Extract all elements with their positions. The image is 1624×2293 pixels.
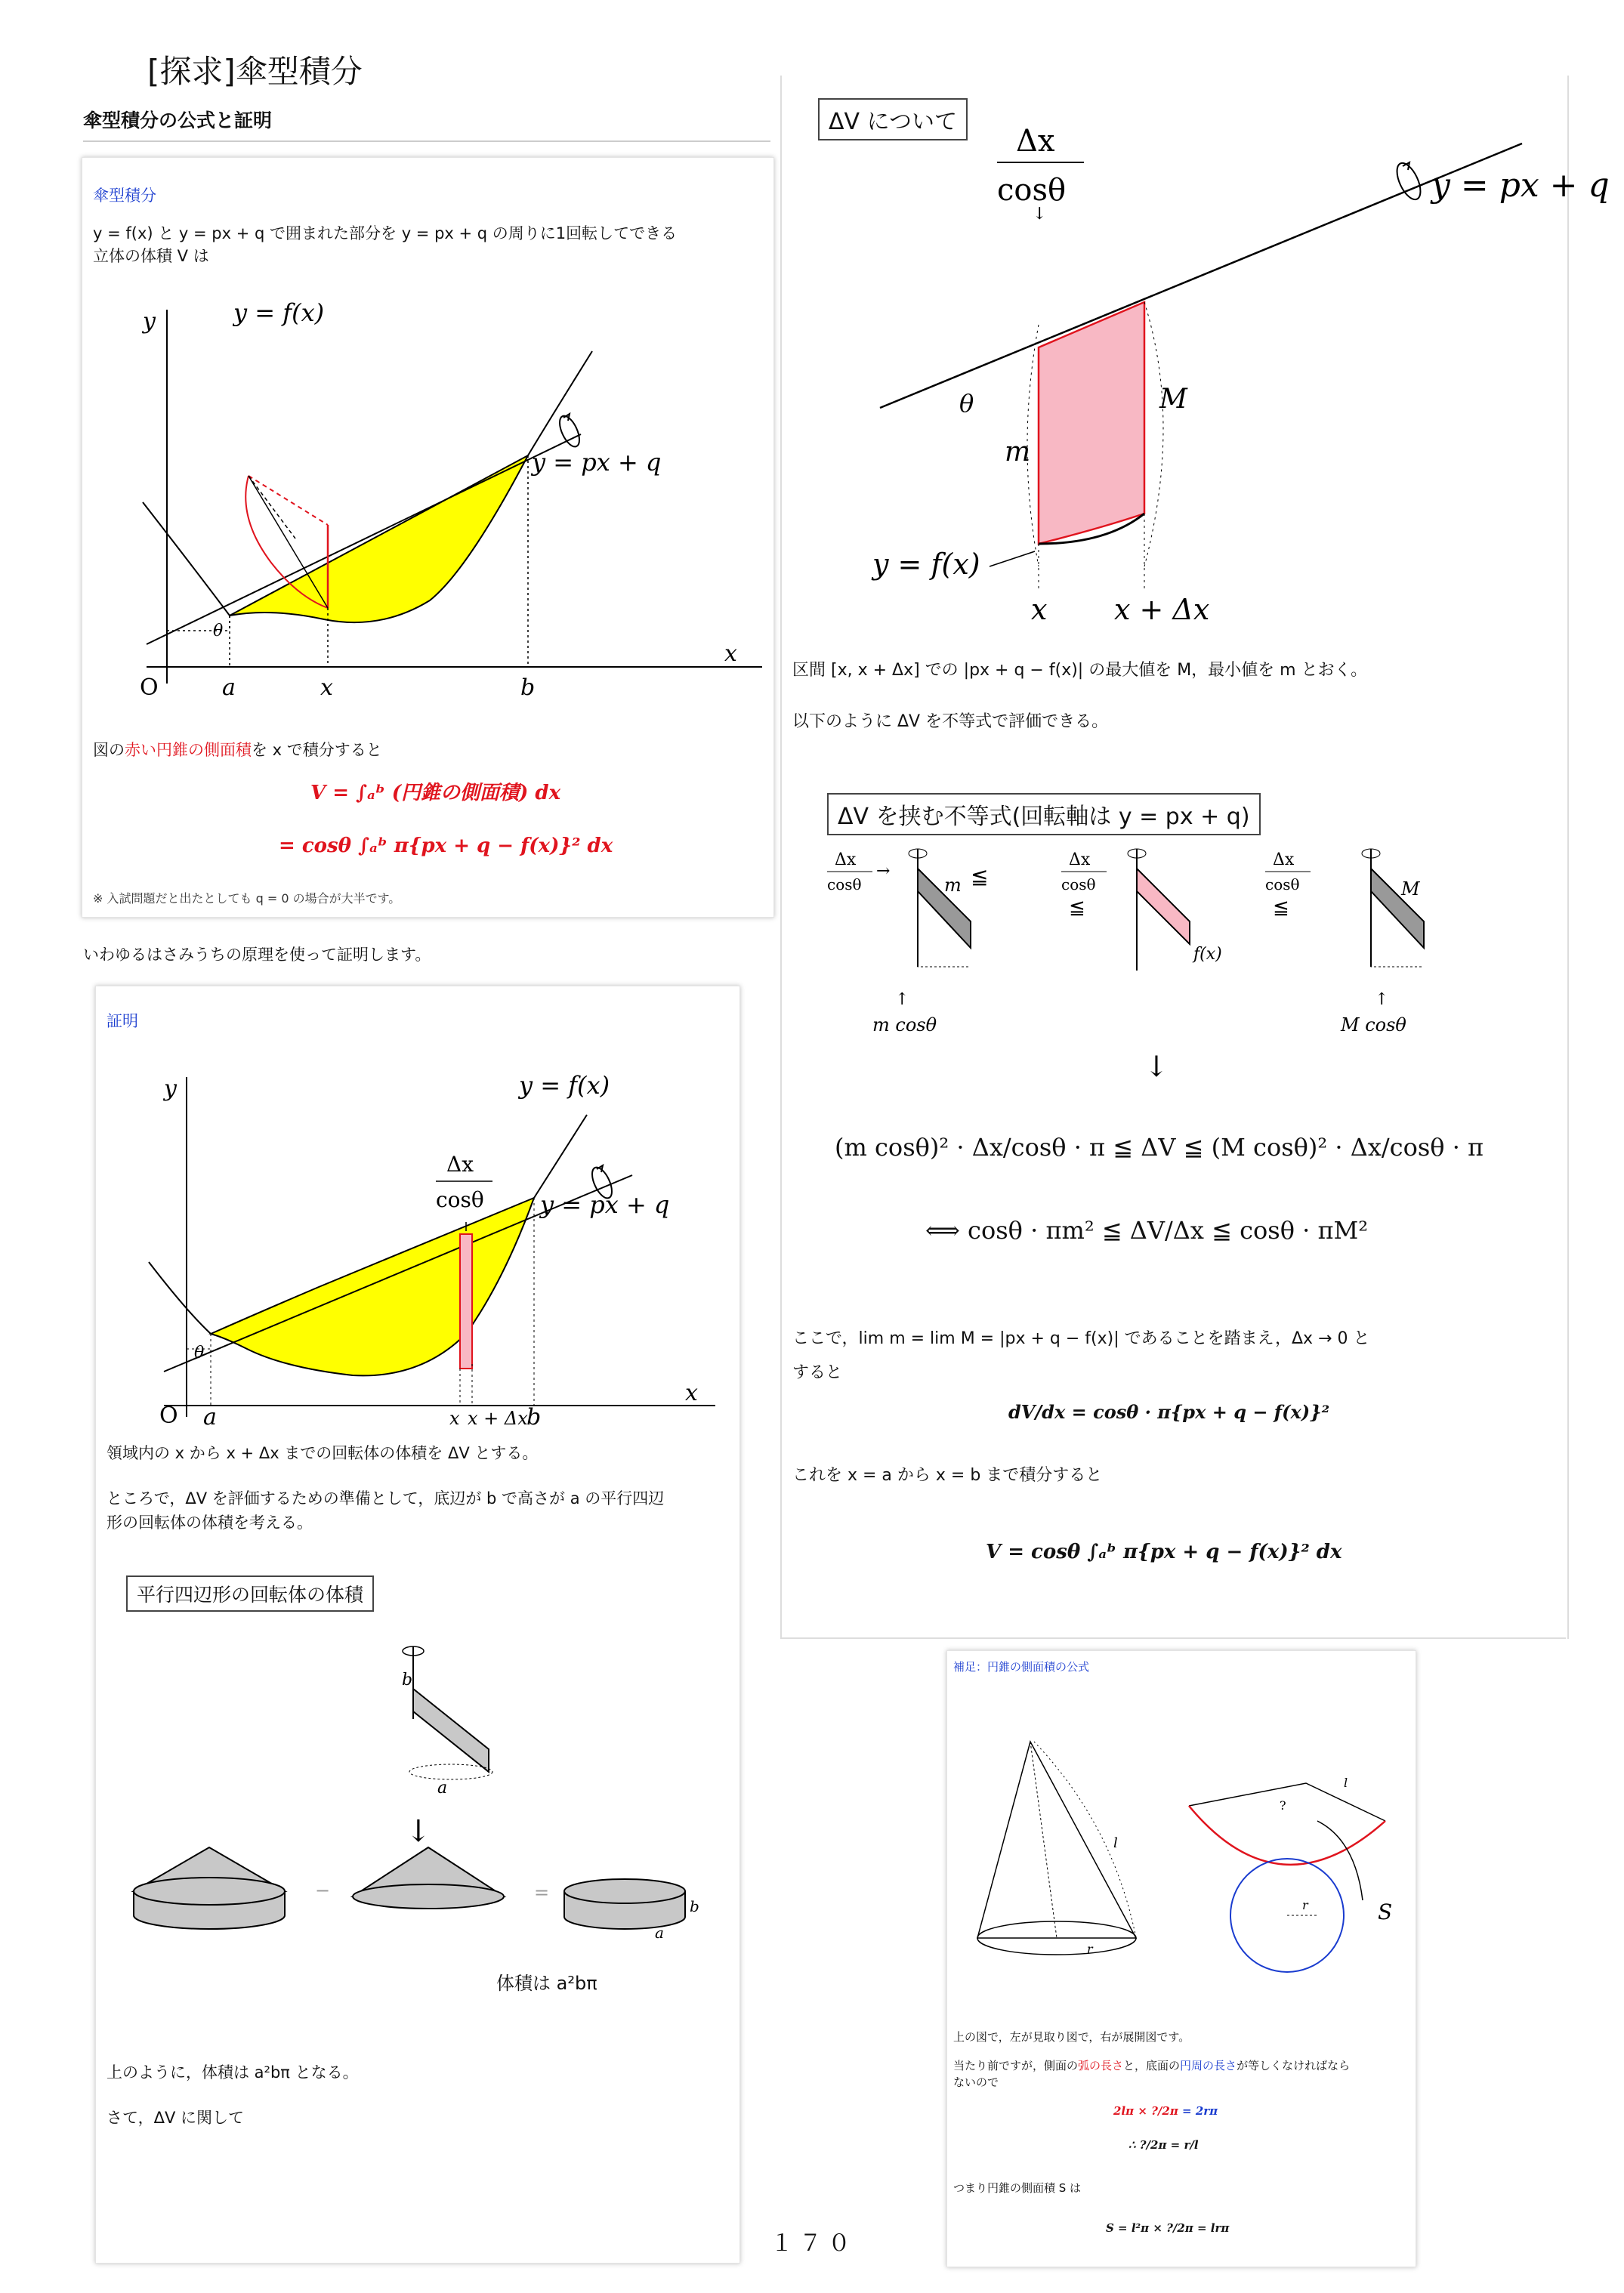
card-label: 傘型積分 (93, 187, 156, 205)
curve-left (143, 502, 230, 616)
svg-text:=: = (534, 1882, 550, 1903)
curve-right (528, 351, 592, 455)
formula-card (82, 157, 774, 918)
svg-text:cosθ: cosθ (1061, 875, 1096, 893)
svg-text:m: m (1005, 437, 1031, 468)
ineq-2: ⟺ cosθ · πm² ≦ ΔV/Δx ≦ cosθ · πM² (925, 1216, 1369, 1245)
section-heading: 傘型積分の公式と証明 (83, 110, 273, 131)
supp-f2: ∴ ?/2π = r/l (1128, 2138, 1199, 2152)
svg-text:x: x (685, 1380, 698, 1406)
card-desc-2: 立体の体積 V は (93, 247, 209, 265)
svg-text:y = f(x): y = f(x) (519, 1071, 610, 1100)
svg-text:Δx: Δx (1016, 124, 1055, 159)
svg-text:a: a (203, 1404, 217, 1430)
volume-label: 体積は a²bπ (496, 1973, 597, 1994)
fig1-theta: θ (213, 622, 224, 640)
supplement-card (946, 1650, 1416, 2267)
svg-text:b: b (690, 1897, 699, 1915)
fig1-curve: y = f(x) (233, 298, 325, 327)
svg-text:x + Δx: x + Δx (468, 1408, 528, 1429)
proof-p3: 上のように，体積は a²bπ となる。 (107, 2063, 359, 2082)
dv-t1: 区間 [x, x + Δx] での |px + q − f(x)| の最大値を M，最小値を m とおく。 (792, 661, 1368, 680)
svg-text:y = px + q: y = px + q (540, 1190, 670, 1219)
proof-p1: 領域内の x から x + Δx までの回転体の体積を ΔV とする。 (107, 1444, 539, 1462)
svg-text:cosθ: cosθ (436, 1187, 484, 1212)
svg-text:l: l (1113, 1835, 1118, 1851)
svg-text:θ: θ (194, 1344, 205, 1363)
supp-f1: 2lπ × ?/2π = 2rπ (1113, 2104, 1218, 2118)
svg-text:≦: ≦ (1069, 897, 1085, 919)
page-title: [探求]傘型積分 (147, 53, 363, 90)
formula-2: = cosθ ∫ₐᵇ π{px + q − f(x)}² dx (279, 835, 613, 857)
supp-f3: S = l²π × ?/2π = lrπ (1106, 2221, 1230, 2235)
parallelogram-box: 平行四辺形の回転体の体積 (126, 1575, 374, 1612)
svg-text:x + Δx: x + Δx (1114, 593, 1210, 626)
svg-text:y = px + q: y = px + q (1431, 166, 1610, 205)
svg-text:r: r (1087, 1942, 1093, 1956)
svg-text:M: M (1159, 384, 1187, 415)
dv-t3a: ここで，lim m = lim M = |px + q − f(x)| であることを踏まえ，Δx → 0 と (792, 1329, 1370, 1348)
final-formula: V = cosθ ∫ₐᵇ π{px + q − f(x)}² dx (986, 1541, 1342, 1563)
cone-figure (962, 1689, 1408, 2006)
dv-t3b: すると (792, 1363, 843, 1382)
yellow-region (230, 455, 528, 622)
svg-text:Δx: Δx (446, 1152, 474, 1177)
slice-figure (111, 1062, 738, 1430)
svg-text:cosθ: cosθ (827, 875, 862, 893)
fig1-y: y (143, 308, 156, 335)
svg-text:−: − (315, 1880, 331, 1901)
supp-t2b: ないので (953, 2075, 999, 2089)
dv-t2: 以下のように ΔV を不等式で評価できる。 (792, 712, 1109, 731)
dv-figure (857, 121, 1610, 665)
svg-text:?: ? (1280, 1798, 1286, 1813)
ineq-box: ΔV を挟む不等式(回転軸は y = px + q) (827, 793, 1261, 835)
svg-text:↓: ↓ (1144, 1050, 1169, 1083)
supp-t3: つまり円錐の側面積 S は (953, 2181, 1082, 2195)
svg-text:cosθ: cosθ (997, 173, 1067, 208)
heading-rule (83, 140, 770, 142)
svg-text:m: m (944, 875, 962, 896)
svg-text:cosθ: cosθ (1265, 875, 1300, 893)
svg-text:r: r (1302, 1898, 1308, 1912)
svg-text:↑: ↑ (1375, 990, 1389, 1009)
svg-text:x: x (449, 1408, 460, 1429)
svg-text:↑: ↑ (895, 990, 909, 1009)
dv-t4: これを x = a から x = b まで積分すると (792, 1466, 1103, 1485)
proof-intro: いわゆるはさみうちの原理を使って証明します。 (83, 946, 431, 964)
ineq-left (827, 849, 971, 1035)
svg-text:a: a (655, 1924, 664, 1942)
proof-p2a: ところで，ΔV を評価するための準備として，底辺が b で高さが a の平行四辺 (107, 1489, 665, 1508)
svg-text:Δx: Δx (1069, 850, 1091, 869)
svg-text:y: y (164, 1076, 177, 1102)
svg-text:≦: ≦ (1273, 897, 1289, 919)
supp-t1: 上の図で，左が見取り図で，右が展開図です。 (953, 2030, 1190, 2044)
ineq-figure (812, 838, 1537, 1088)
supp-t2a: 当たり前ですが，側面の弧の長さと，底面の円周の長さが等しくなければなら (953, 2059, 1351, 2072)
proof-card (95, 986, 740, 2264)
proof-p2b: 形の回転体の体積を考える。 (107, 1514, 313, 1532)
dv-card-bottom-rule (780, 1637, 1566, 1639)
svg-text:b: b (402, 1671, 413, 1690)
svg-text:θ: θ (959, 389, 974, 418)
fig1-line: y = px + q (532, 448, 662, 477)
ineq-middle (971, 849, 1222, 971)
ineq-1: (m cosθ)² · Δx/cosθ · π ≦ ΔV ≦ (M cosθ)² · Δx/cosθ · π (835, 1133, 1484, 1162)
proof-label: 証明 (107, 1012, 138, 1030)
svg-text:f(x): f(x) (1193, 945, 1222, 964)
fig1-b: b (520, 674, 536, 701)
proof-p4: さて，ΔV に関して (107, 2109, 244, 2127)
svg-text:↓: ↓ (1033, 205, 1047, 224)
svg-text:S: S (1378, 1900, 1393, 1924)
fig1-origin: O (140, 674, 159, 701)
svg-text:y = f(x): y = f(x) (872, 548, 980, 581)
note: ※ 入試問題だと出たとしても q = 0 の場合が大半です。 (93, 891, 401, 906)
svg-text:O: O (159, 1403, 178, 1429)
svg-text:m cosθ: m cosθ (872, 1014, 937, 1035)
umbrella-figure (113, 298, 770, 699)
formula-1: V = ∫ₐᵇ (円錐の側面積) dx (310, 782, 561, 804)
fig1-x: x (724, 640, 737, 667)
parallelogram-figure (111, 1606, 715, 2029)
svg-text:→: → (876, 862, 891, 881)
dv-box: ΔV について (818, 98, 968, 140)
svg-text:M cosθ: M cosθ (1341, 1014, 1406, 1035)
svg-text:≦: ≦ (971, 864, 989, 889)
svg-text:M: M (1401, 878, 1420, 900)
svg-text:Δx: Δx (1273, 850, 1295, 869)
fig1-xpos: x (320, 674, 333, 701)
page-number: １７０ (770, 2230, 857, 2257)
svg-text:b: b (526, 1404, 542, 1430)
svg-text:a: a (437, 1779, 448, 1798)
supp-label: 補足：円錐の側面積の公式 (953, 1660, 1090, 1674)
ineq-right (1265, 849, 1424, 1035)
deriv-formula: dV/dx = cosθ · π{px + q − f(x)}² (1008, 1401, 1330, 1423)
dv-card (780, 76, 1610, 1639)
down-arrow: ↓ (406, 1814, 431, 1849)
integrate-text: 図の赤い円錐の側面積を x で積分すると (93, 741, 382, 759)
fig1-a: a (222, 674, 236, 701)
svg-text:x: x (1031, 593, 1048, 626)
card-desc-1: y = f(x) と y = px + q で囲まれた部分を y = px + q の周りに1回転してできる (93, 224, 678, 242)
svg-text:Δx: Δx (835, 850, 857, 869)
svg-text:l: l (1344, 1776, 1348, 1790)
